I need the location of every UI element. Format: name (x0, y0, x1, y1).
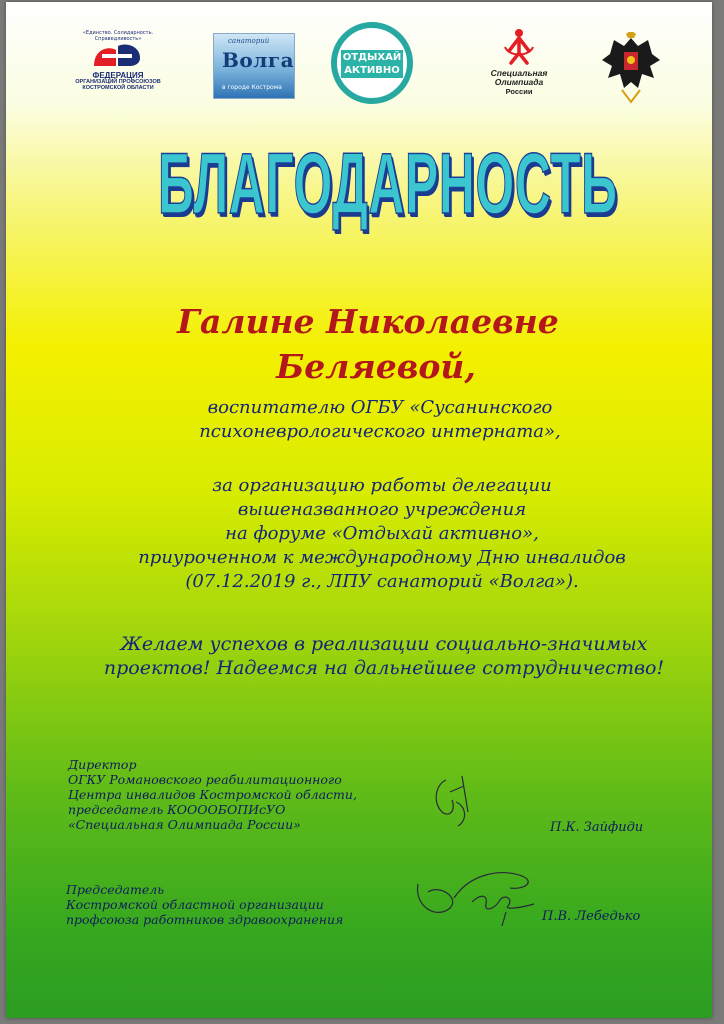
signatory2-line1: Председатель (66, 882, 165, 897)
gratitude-reason (20, 474, 724, 594)
signatory1-title (68, 757, 357, 832)
certificate-title: БЛАГОДАРНОСТЬ (158, 136, 618, 232)
recipient-name-line2: Беляевой, (276, 347, 476, 386)
signatory2-name: П.В. Лебедько (542, 909, 641, 924)
volga-logo-caption: санаторий (228, 37, 270, 45)
active-rest-logo (331, 22, 413, 104)
wish-line1: Желаем успехов в реализации социально-значимых (120, 633, 648, 655)
federation-motto: «Единство. Солидарность. Справедливость» (82, 30, 154, 42)
special-olympics-line3: России (505, 86, 533, 96)
wish-text (22, 632, 724, 680)
volga-logo-title: Волга (222, 48, 295, 72)
federation-emblem-icon (90, 40, 144, 70)
certificate-sheet (6, 2, 712, 1018)
special-olympics-emblem-icon (501, 27, 537, 65)
recipient-position (18, 396, 724, 444)
special-olympics-line2: Олимпиада (494, 77, 544, 88)
active-logo-line2: АКТИВНО (344, 65, 400, 76)
signatory2-line3: профсоюза работников здравоохранения (66, 912, 344, 927)
signature2-scribble (410, 854, 540, 934)
reason-line3: на форуме «Отдыхай активно», (225, 523, 539, 544)
active-logo-line1: ОТДЫХАЙ (342, 52, 402, 63)
signatory2-line2: Костромской областной организации (66, 897, 324, 912)
signatory1-line3: Центра инвалидов Костромской области, (68, 787, 357, 802)
signatory1-line2: ОГКУ Романовского реабилитационного (68, 772, 342, 787)
signature1-scribble (416, 772, 486, 836)
volga-sanatorium-logo (213, 33, 295, 99)
signatory1-line4: председатель КОООOБОПИсУО (68, 802, 286, 817)
special-olympics-logo (474, 27, 564, 107)
federation-name-line3: КОСТРОМСКОЙ ОБЛАСТИ (82, 85, 154, 92)
signatory1-name: П.К. Зайфиди (550, 820, 644, 835)
position-line2: психоневрологического интерната», (199, 421, 561, 442)
reason-line5: (07.12.2019 г., ЛПУ санаторий «Волга»). (185, 571, 579, 592)
wish-line2: проектов! Надеемся на дальнейшее сотрудничество! (103, 657, 665, 679)
coat-of-arms-icon (600, 32, 662, 106)
signatory1-line1: Директор (68, 757, 137, 772)
signatory1-line5: «Специальная Олимпиада России» (68, 817, 301, 832)
signatory2-title (66, 882, 343, 927)
reason-line4: приуроченном к международному Дню инвалидов (138, 547, 626, 568)
volga-logo-city: в городе Кострома (222, 84, 282, 91)
position-line1: воспитателю ОГБУ «Сусанинского (207, 397, 553, 418)
federation-logo (68, 30, 168, 102)
special-olympics-name (474, 69, 564, 96)
reason-line2: вышеназванного учреждения (237, 499, 527, 520)
federation-name-line1: ФЕДЕРАЦИЯ (92, 71, 144, 80)
recipient-name-line1: Галине Николаевне (177, 302, 559, 341)
reason-line1: за организацию работы делегации (212, 475, 552, 496)
federation-name (68, 72, 168, 92)
federation-name-line2: ОРГАНИЗАЦИЙ ПРОФСОЮЗОВ (75, 79, 161, 86)
special-olympics-line1: Специальная (490, 68, 548, 78)
